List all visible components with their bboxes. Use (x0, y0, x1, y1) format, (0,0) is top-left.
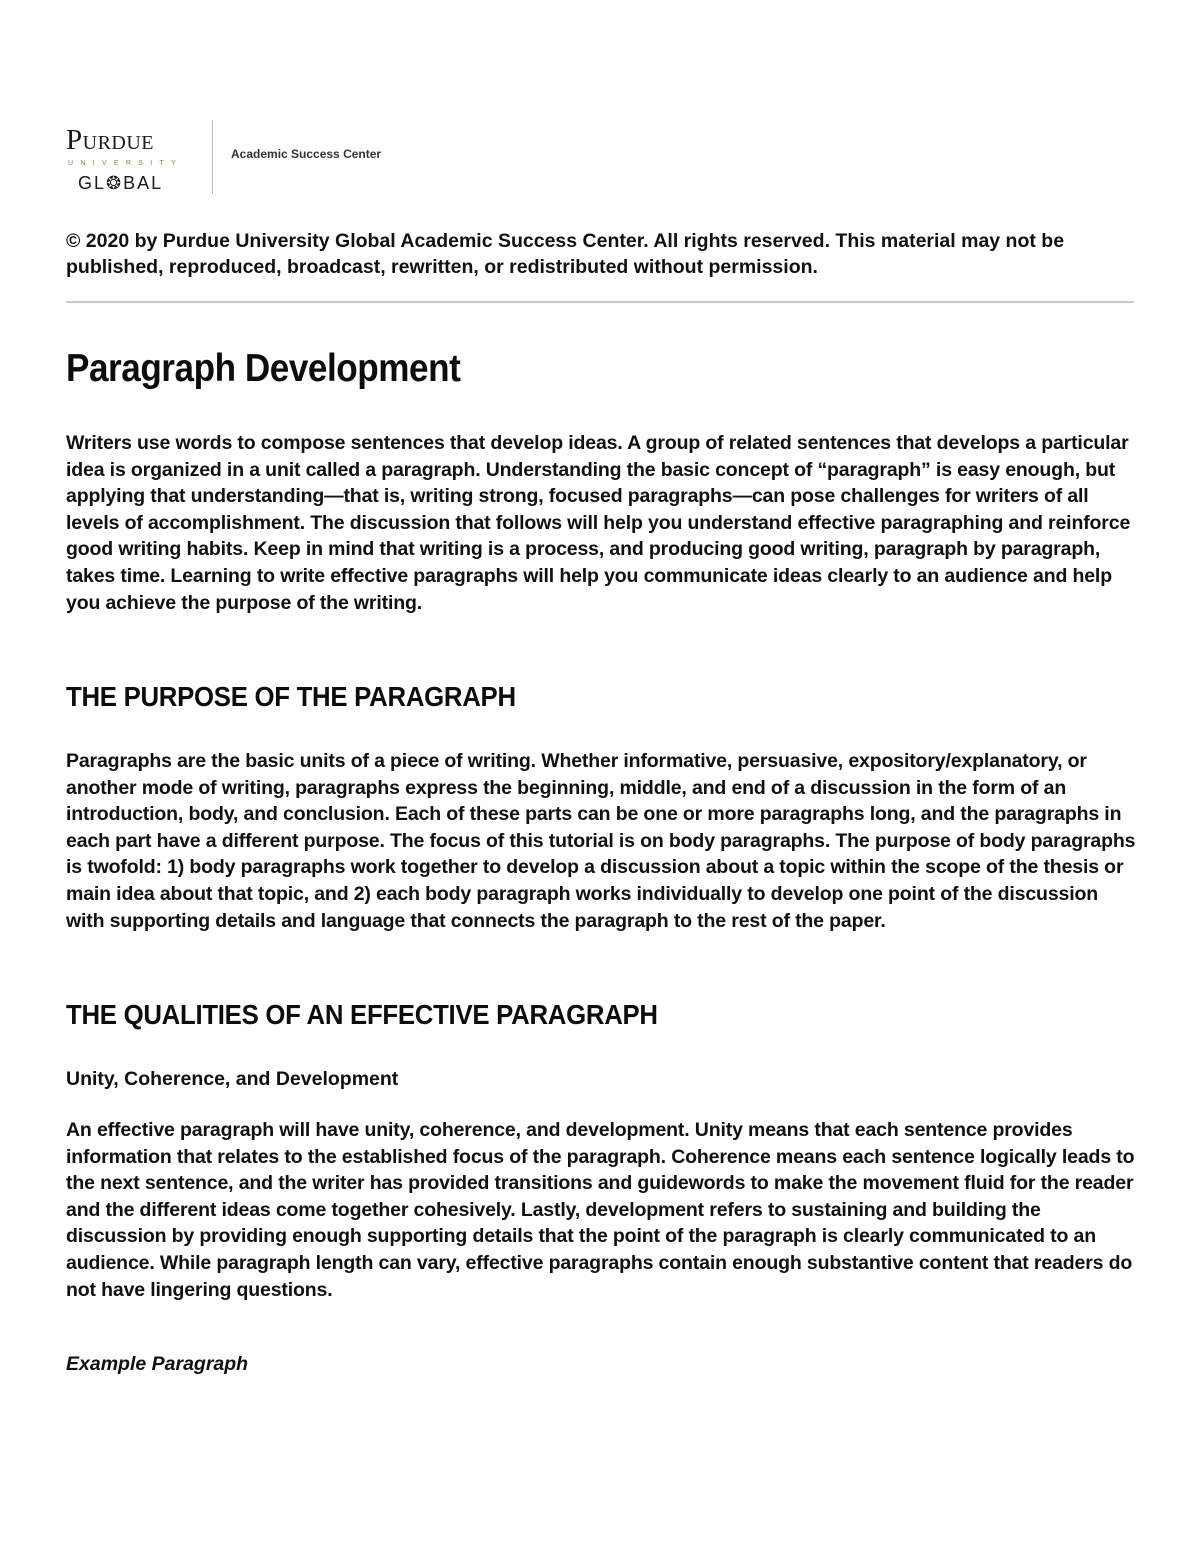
horizontal-rule (66, 301, 1134, 303)
logo-university-text: UNIVERSITY (68, 160, 184, 167)
example-paragraph-label: Example Paragraph (66, 1353, 249, 1375)
logo-global-text: GL❂BAL (78, 173, 164, 193)
academic-success-center-label: Academic Success Center (231, 147, 382, 161)
qualities-paragraph: An effective paragraph will have unity, coherence, and development. Unity means that each sentence provides information that relates to the established focus of the paragraph. Coherence means each sentence logically leads to the next sentence, and the writer has provided transitions and guidewords to make the movement fluid for the reader and the different ideas come together cohesively. Lastly, development refers to sustaining and building the discussion by providing enough supporting details that the point of the paragraph is clearly communicated to an audience. While paragraph length can vary, effective paragraphs contain enough substantive content that readers do not have lingering questions. (66, 1119, 1135, 1301)
purdue-global-logo (64, 122, 204, 198)
logo-divider (212, 120, 213, 194)
logo-purdue-text: Purdue (66, 124, 155, 156)
page-title: Paragraph Development (66, 347, 461, 390)
intro-paragraph: Writers use words to compose sentences that develop ideas. A group of related sentences that develops a particular idea is organized in a unit called a paragraph. Understanding the basic concept of “paragraph” is easy enough, but applying that understanding—that is, writing strong, focused paragraphs—can pose challenges for writers of all levels of accomplishment. The discussion that follows will help you understand effective paragraphing and reinforce good writing habits. Keep in mind that writing is a process, and producing good writing, paragraph by paragraph, takes time. Learning to write effective paragraphs will help you communicate ideas clearly to an audience and help you achieve the purpose of the writing. (66, 432, 1131, 614)
purpose-paragraph: Paragraphs are the basic units of a piece of writing. Whether informative, persuasive, expository/explanatory, or another mode of writing, paragraphs express the beginning, middle, and end of a discussion in the form of an introduction, body, and conclusion. Each of these parts can be one or more paragraphs long, and the paragraphs in each part have a different purpose. The focus of this tutorial is on body paragraphs. The purpose of body paragraphs is twofold: 1) body paragraphs work together to develop a discussion about a topic within the scope of the thesis or main idea about that topic, and 2) each body paragraph works individually to develop one point of the discussion with supporting details and language that connects the paragraph to the rest of the paper. (66, 750, 1136, 932)
section-heading-purpose: THE PURPOSE OF THE PARAGRAPH (66, 681, 516, 712)
subheading-unity-coherence: Unity, Coherence, and Development (66, 1068, 399, 1090)
section-heading-qualities: THE QUALITIES OF AN EFFECTIVE PARAGRAPH (66, 999, 658, 1030)
copyright-notice: © 2020 by Purdue University Global Academic Success Center. All rights reserved. This material may not be published, reproduced, broadcast, rewritten, or redistributed without permission. (66, 230, 1065, 278)
